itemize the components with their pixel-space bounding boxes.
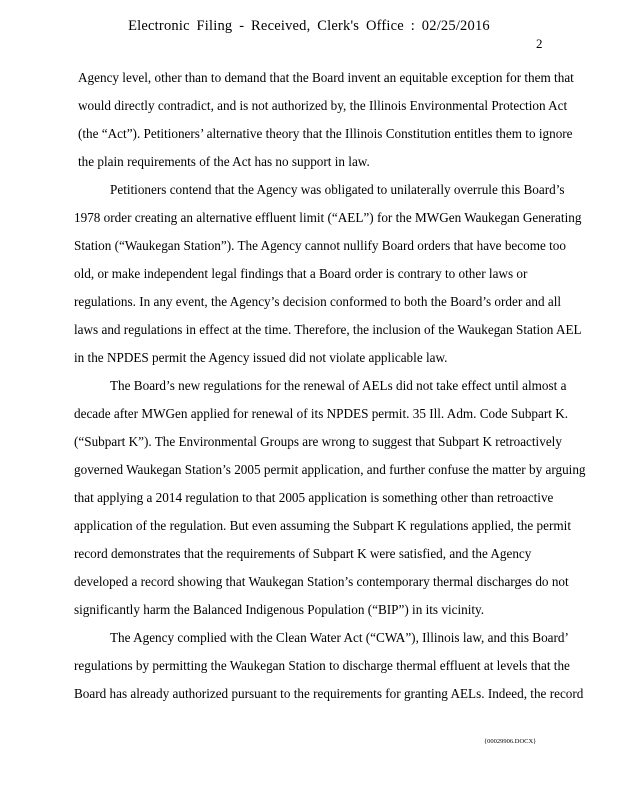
text-line: in the NPDES permit the Agency issued did not violate applicable law. <box>74 350 448 365</box>
text-line: (“Subpart K”). The Environmental Groups are wrong to suggest that Subpart K retroactively <box>74 434 562 449</box>
filing-stamp-header: Electronic Filing - Received, Clerk's Office : 02/25/2016 <box>128 18 490 34</box>
text-line: regulations by permitting the Waukegan Station to discharge thermal effluent at levels that the <box>74 658 570 673</box>
text-line: decade after MWGen applied for renewal of its NPDES permit. 35 Ill. Adm. Code Subpart K. <box>74 406 569 421</box>
text-line: old, or make independent legal findings that a Board order is contrary to other laws or <box>74 266 528 281</box>
text-line: laws and regulations in effect at the time. Therefore, the inclusion of the Waukegan Station AEL <box>74 322 582 337</box>
text-line: 1978 order creating an alternative effluent limit (“AEL”) for the MWGen Waukegan Generating <box>74 210 582 225</box>
text-line: the plain requirements of the Act has no support in law. <box>78 154 370 169</box>
text-line: (the “Act”). Petitioners’ alternative theory that the Illinois Constitution entitles them to ignore <box>78 126 573 141</box>
text-line: would directly contradict, and is not authorized by, the Illinois Environmental Protection Act <box>78 98 568 113</box>
text-line: The Agency complied with the Clean Water Act (“CWA”), Illinois law, and this Board’ <box>110 630 569 645</box>
text-line: application of the regulation. But even assuming the Subpart K regulations applied, the permit <box>74 518 571 533</box>
page-number: 2 <box>536 36 543 51</box>
document-id-footer: {00029906.DOCX} <box>484 738 537 745</box>
text-line: Petitioners contend that the Agency was obligated to unilaterally overrule this Board’s <box>110 182 565 197</box>
text-line: that applying a 2014 regulation to that 2005 application is something other than retroactive <box>74 490 554 505</box>
text-line: governed Waukegan Station’s 2005 permit application, and further confuse the matter by arguing <box>74 462 586 477</box>
text-line: Board has already authorized pursuant to the requirements for granting AELs. Indeed, the record <box>74 686 584 701</box>
text-line: Station (“Waukegan Station”). The Agency cannot nullify Board orders that have become too <box>74 238 566 253</box>
text-line: significantly harm the Balanced Indigenous Population (“BIP”) in its vicinity. <box>74 602 485 617</box>
text-line: record demonstrates that the requirements of Subpart K were satisfied, and the Agency <box>74 546 532 561</box>
text-line: The Board’s new regulations for the renewal of AELs did not take effect until almost a <box>110 378 567 393</box>
text-line: developed a record showing that Waukegan Station’s contemporary thermal discharges do not <box>74 574 569 589</box>
text-line: Agency level, other than to demand that the Board invent an equitable exception for them that <box>78 70 574 85</box>
text-line: regulations. In any event, the Agency’s decision conformed to both the Board’s order and all <box>74 294 562 309</box>
